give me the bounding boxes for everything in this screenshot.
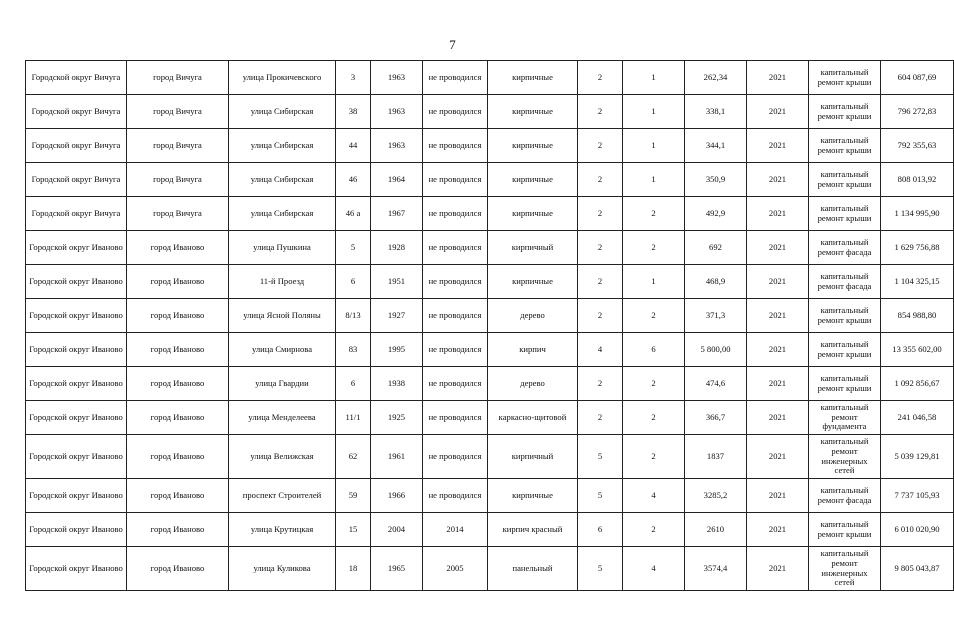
cell-house-number: 5 bbox=[336, 231, 371, 265]
cell-house-number: 11/1 bbox=[336, 401, 371, 435]
cell-wall-material: кирпичные bbox=[488, 197, 578, 231]
cell-wall-material: кирпичные bbox=[488, 129, 578, 163]
cell-last-repair: не проводился bbox=[423, 299, 488, 333]
cell-year-built: 1963 bbox=[371, 129, 423, 163]
cell-floors: 2 bbox=[578, 61, 623, 95]
cell-work-type: капитальный ремонт инженерных сетей bbox=[809, 435, 881, 479]
cell-last-repair: 2005 bbox=[423, 547, 488, 591]
cell-work-type: капитальный ремонт крыши bbox=[809, 95, 881, 129]
cell-district: Городской округ Иваново bbox=[26, 231, 127, 265]
cell-street: улица Куликова bbox=[229, 547, 336, 591]
cell-house-number: 44 bbox=[336, 129, 371, 163]
table-row bbox=[26, 197, 954, 231]
cell-plan-year: 2021 bbox=[747, 299, 809, 333]
cell-plan-year: 2021 bbox=[747, 367, 809, 401]
cell-plan-year: 2021 bbox=[747, 513, 809, 547]
cell-wall-material: каркасно-щитовой bbox=[488, 401, 578, 435]
table-row bbox=[26, 513, 954, 547]
cell-locality: город Иваново bbox=[127, 231, 229, 265]
cell-cost: 1 134 995,90 bbox=[881, 197, 954, 231]
cell-district: Городской округ Иваново bbox=[26, 401, 127, 435]
cell-district: Городской округ Иваново bbox=[26, 333, 127, 367]
cell-entrances: 4 bbox=[623, 547, 685, 591]
cell-work-type: капитальный ремонт крыши bbox=[809, 129, 881, 163]
cell-locality: город Иваново bbox=[127, 435, 229, 479]
table-row bbox=[26, 435, 954, 479]
cell-locality: город Вичуга bbox=[127, 129, 229, 163]
cell-last-repair: не проводился bbox=[423, 479, 488, 513]
cell-area: 344,1 bbox=[685, 129, 747, 163]
cell-entrances: 2 bbox=[623, 299, 685, 333]
cell-year-built: 1928 bbox=[371, 231, 423, 265]
cell-wall-material: кирпичные bbox=[488, 265, 578, 299]
cell-cost: 13 355 602,00 bbox=[881, 333, 954, 367]
cell-floors: 5 bbox=[578, 479, 623, 513]
cell-cost: 7 737 105,93 bbox=[881, 479, 954, 513]
cell-area: 692 bbox=[685, 231, 747, 265]
cell-house-number: 46 а bbox=[336, 197, 371, 231]
cell-wall-material: кирпичные bbox=[488, 163, 578, 197]
cell-floors: 2 bbox=[578, 95, 623, 129]
cell-house-number: 3 bbox=[336, 61, 371, 95]
cell-year-built: 1967 bbox=[371, 197, 423, 231]
cell-plan-year: 2021 bbox=[747, 197, 809, 231]
cell-entrances: 2 bbox=[623, 435, 685, 479]
cell-floors: 2 bbox=[578, 129, 623, 163]
cell-locality: город Вичуга bbox=[127, 61, 229, 95]
cell-locality: город Иваново bbox=[127, 513, 229, 547]
cell-area: 366,7 bbox=[685, 401, 747, 435]
cell-last-repair: не проводился bbox=[423, 265, 488, 299]
cell-street: улица Менделеева bbox=[229, 401, 336, 435]
cell-area: 338,1 bbox=[685, 95, 747, 129]
cell-area: 492,9 bbox=[685, 197, 747, 231]
cell-wall-material: кирпич bbox=[488, 333, 578, 367]
cell-cost: 796 272,83 bbox=[881, 95, 954, 129]
cell-year-built: 1925 bbox=[371, 401, 423, 435]
cell-locality: город Иваново bbox=[127, 479, 229, 513]
cell-plan-year: 2021 bbox=[747, 479, 809, 513]
cell-house-number: 59 bbox=[336, 479, 371, 513]
cell-street: улица Пушкина bbox=[229, 231, 336, 265]
cell-plan-year: 2021 bbox=[747, 435, 809, 479]
cell-work-type: капитальный ремонт фасада bbox=[809, 231, 881, 265]
cell-locality: город Вичуга bbox=[127, 95, 229, 129]
cell-floors: 2 bbox=[578, 197, 623, 231]
cell-district: Городской округ Иваново bbox=[26, 479, 127, 513]
cell-year-built: 1961 bbox=[371, 435, 423, 479]
cell-area: 5 800,00 bbox=[685, 333, 747, 367]
cell-last-repair: не проводился bbox=[423, 61, 488, 95]
cell-cost: 792 355,63 bbox=[881, 129, 954, 163]
cell-street: улица Прокичевского bbox=[229, 61, 336, 95]
cell-plan-year: 2021 bbox=[747, 401, 809, 435]
cell-last-repair: не проводился bbox=[423, 197, 488, 231]
cell-wall-material: кирпичные bbox=[488, 479, 578, 513]
page-number: 7 bbox=[449, 37, 456, 52]
cell-cost: 5 039 129,81 bbox=[881, 435, 954, 479]
cell-house-number: 18 bbox=[336, 547, 371, 591]
cell-house-number: 83 bbox=[336, 333, 371, 367]
cell-floors: 2 bbox=[578, 299, 623, 333]
cell-floors: 2 bbox=[578, 401, 623, 435]
cell-floors: 5 bbox=[578, 547, 623, 591]
table-row bbox=[26, 163, 954, 197]
cell-area: 262,34 bbox=[685, 61, 747, 95]
cell-work-type: капитальный ремонт крыши bbox=[809, 513, 881, 547]
cell-district: Городской округ Вичуга bbox=[26, 61, 127, 95]
cell-floors: 2 bbox=[578, 231, 623, 265]
cell-plan-year: 2021 bbox=[747, 265, 809, 299]
cell-area: 3285,2 bbox=[685, 479, 747, 513]
table-row bbox=[26, 95, 954, 129]
cell-wall-material: кирпичные bbox=[488, 61, 578, 95]
cell-area: 474,6 bbox=[685, 367, 747, 401]
cell-floors: 2 bbox=[578, 265, 623, 299]
cell-street: улица Смирнова bbox=[229, 333, 336, 367]
cell-cost: 1 104 325,15 bbox=[881, 265, 954, 299]
cell-entrances: 1 bbox=[623, 95, 685, 129]
cell-entrances: 2 bbox=[623, 367, 685, 401]
cell-house-number: 6 bbox=[336, 367, 371, 401]
cell-year-built: 1927 bbox=[371, 299, 423, 333]
cell-plan-year: 2021 bbox=[747, 163, 809, 197]
cell-plan-year: 2021 bbox=[747, 231, 809, 265]
table-row bbox=[26, 231, 954, 265]
cell-entrances: 2 bbox=[623, 513, 685, 547]
cell-locality: город Иваново bbox=[127, 333, 229, 367]
cell-work-type: капитальный ремонт фасада bbox=[809, 479, 881, 513]
cell-cost: 9 805 043,87 bbox=[881, 547, 954, 591]
cell-street: улица Сибирская bbox=[229, 197, 336, 231]
cell-street: улица Сибирская bbox=[229, 95, 336, 129]
cell-plan-year: 2021 bbox=[747, 333, 809, 367]
cell-entrances: 2 bbox=[623, 231, 685, 265]
cell-locality: город Иваново bbox=[127, 367, 229, 401]
cell-cost: 604 087,69 bbox=[881, 61, 954, 95]
cell-district: Городской округ Иваново bbox=[26, 513, 127, 547]
cell-plan-year: 2021 bbox=[747, 95, 809, 129]
cell-year-built: 1963 bbox=[371, 95, 423, 129]
cell-locality: город Иваново bbox=[127, 299, 229, 333]
cell-year-built: 1995 bbox=[371, 333, 423, 367]
cell-district: Городской округ Иваново bbox=[26, 299, 127, 333]
cell-area: 2610 bbox=[685, 513, 747, 547]
cell-house-number: 38 bbox=[336, 95, 371, 129]
cell-last-repair: не проводился bbox=[423, 163, 488, 197]
cell-floors: 4 bbox=[578, 333, 623, 367]
cell-district: Городской округ Иваново bbox=[26, 265, 127, 299]
cell-floors: 5 bbox=[578, 435, 623, 479]
cell-district: Городской округ Иваново bbox=[26, 547, 127, 591]
cell-work-type: капитальный ремонт крыши bbox=[809, 367, 881, 401]
cell-work-type: капитальный ремонт крыши bbox=[809, 333, 881, 367]
cell-cost: 1 629 756,88 bbox=[881, 231, 954, 265]
cell-house-number: 8/13 bbox=[336, 299, 371, 333]
cell-wall-material: дерево bbox=[488, 299, 578, 333]
cell-last-repair: не проводился bbox=[423, 367, 488, 401]
cell-last-repair: не проводился bbox=[423, 333, 488, 367]
cell-entrances: 1 bbox=[623, 61, 685, 95]
cell-year-built: 1963 bbox=[371, 61, 423, 95]
table-row bbox=[26, 265, 954, 299]
cell-work-type: капитальный ремонт инженерных сетей bbox=[809, 547, 881, 591]
cell-floors: 2 bbox=[578, 163, 623, 197]
cell-last-repair: 2014 bbox=[423, 513, 488, 547]
cell-district: Городской округ Вичуга bbox=[26, 163, 127, 197]
cell-district: Городской округ Иваново bbox=[26, 367, 127, 401]
cell-wall-material: кирпичные bbox=[488, 95, 578, 129]
table-row bbox=[26, 299, 954, 333]
cell-cost: 6 010 020,90 bbox=[881, 513, 954, 547]
table-body bbox=[26, 61, 954, 591]
cell-year-built: 1951 bbox=[371, 265, 423, 299]
table-row bbox=[26, 479, 954, 513]
cell-house-number: 62 bbox=[336, 435, 371, 479]
cell-entrances: 6 bbox=[623, 333, 685, 367]
cell-entrances: 1 bbox=[623, 163, 685, 197]
cell-entrances: 2 bbox=[623, 197, 685, 231]
cell-year-built: 1966 bbox=[371, 479, 423, 513]
cell-house-number: 6 bbox=[336, 265, 371, 299]
cell-cost: 1 092 856,67 bbox=[881, 367, 954, 401]
cell-work-type: капитальный ремонт крыши bbox=[809, 299, 881, 333]
cell-cost: 241 046,58 bbox=[881, 401, 954, 435]
cell-plan-year: 2021 bbox=[747, 61, 809, 95]
cell-area: 350,9 bbox=[685, 163, 747, 197]
cell-work-type: капитальный ремонт крыши bbox=[809, 61, 881, 95]
cell-street: улица Гвардии bbox=[229, 367, 336, 401]
cell-street: 11-й Проезд bbox=[229, 265, 336, 299]
cell-street: улица Сибирская bbox=[229, 163, 336, 197]
cell-district: Городской округ Иваново bbox=[26, 435, 127, 479]
cell-floors: 2 bbox=[578, 367, 623, 401]
cell-year-built: 1965 bbox=[371, 547, 423, 591]
cell-house-number: 46 bbox=[336, 163, 371, 197]
cell-entrances: 4 bbox=[623, 479, 685, 513]
table-row bbox=[26, 547, 954, 591]
cell-wall-material: панельный bbox=[488, 547, 578, 591]
cell-locality: город Иваново bbox=[127, 547, 229, 591]
cell-last-repair: не проводился bbox=[423, 129, 488, 163]
table-row bbox=[26, 333, 954, 367]
cell-district: Городской округ Вичуга bbox=[26, 129, 127, 163]
cell-work-type: капитальный ремонт фасада bbox=[809, 265, 881, 299]
cell-locality: город Иваново bbox=[127, 265, 229, 299]
cell-area: 3574,4 bbox=[685, 547, 747, 591]
cell-wall-material: кирпичный bbox=[488, 435, 578, 479]
cell-last-repair: не проводился bbox=[423, 435, 488, 479]
cell-area: 371,3 bbox=[685, 299, 747, 333]
cell-entrances: 1 bbox=[623, 265, 685, 299]
buildings-table bbox=[25, 60, 954, 591]
cell-street: проспект Строителей bbox=[229, 479, 336, 513]
cell-area: 468,9 bbox=[685, 265, 747, 299]
cell-wall-material: кирпич красный bbox=[488, 513, 578, 547]
cell-entrances: 2 bbox=[623, 401, 685, 435]
cell-wall-material: дерево bbox=[488, 367, 578, 401]
cell-locality: город Вичуга bbox=[127, 197, 229, 231]
cell-last-repair: не проводился bbox=[423, 231, 488, 265]
cell-entrances: 1 bbox=[623, 129, 685, 163]
table-row bbox=[26, 367, 954, 401]
cell-cost: 808 013,92 bbox=[881, 163, 954, 197]
cell-district: Городской округ Вичуга bbox=[26, 95, 127, 129]
cell-plan-year: 2021 bbox=[747, 547, 809, 591]
table-row bbox=[26, 61, 954, 95]
table-row bbox=[26, 129, 954, 163]
cell-year-built: 2004 bbox=[371, 513, 423, 547]
cell-locality: город Иваново bbox=[127, 401, 229, 435]
cell-area: 1837 bbox=[685, 435, 747, 479]
cell-house-number: 15 bbox=[336, 513, 371, 547]
cell-plan-year: 2021 bbox=[747, 129, 809, 163]
cell-last-repair: не проводился bbox=[423, 401, 488, 435]
cell-work-type: капитальный ремонт крыши bbox=[809, 197, 881, 231]
cell-year-built: 1964 bbox=[371, 163, 423, 197]
cell-street: улица Крутицкая bbox=[229, 513, 336, 547]
cell-year-built: 1938 bbox=[371, 367, 423, 401]
cell-locality: город Вичуга bbox=[127, 163, 229, 197]
cell-wall-material: кирпичный bbox=[488, 231, 578, 265]
table-row bbox=[26, 401, 954, 435]
cell-cost: 854 988,80 bbox=[881, 299, 954, 333]
cell-floors: 6 bbox=[578, 513, 623, 547]
cell-street: улица Велижская bbox=[229, 435, 336, 479]
cell-last-repair: не проводился bbox=[423, 95, 488, 129]
cell-street: улица Ясной Поляны bbox=[229, 299, 336, 333]
cell-street: улица Сибирская bbox=[229, 129, 336, 163]
cell-district: Городской округ Вичуга bbox=[26, 197, 127, 231]
cell-work-type: капитальный ремонт крыши bbox=[809, 163, 881, 197]
cell-work-type: капитальный ремонт фундамента bbox=[809, 401, 881, 435]
